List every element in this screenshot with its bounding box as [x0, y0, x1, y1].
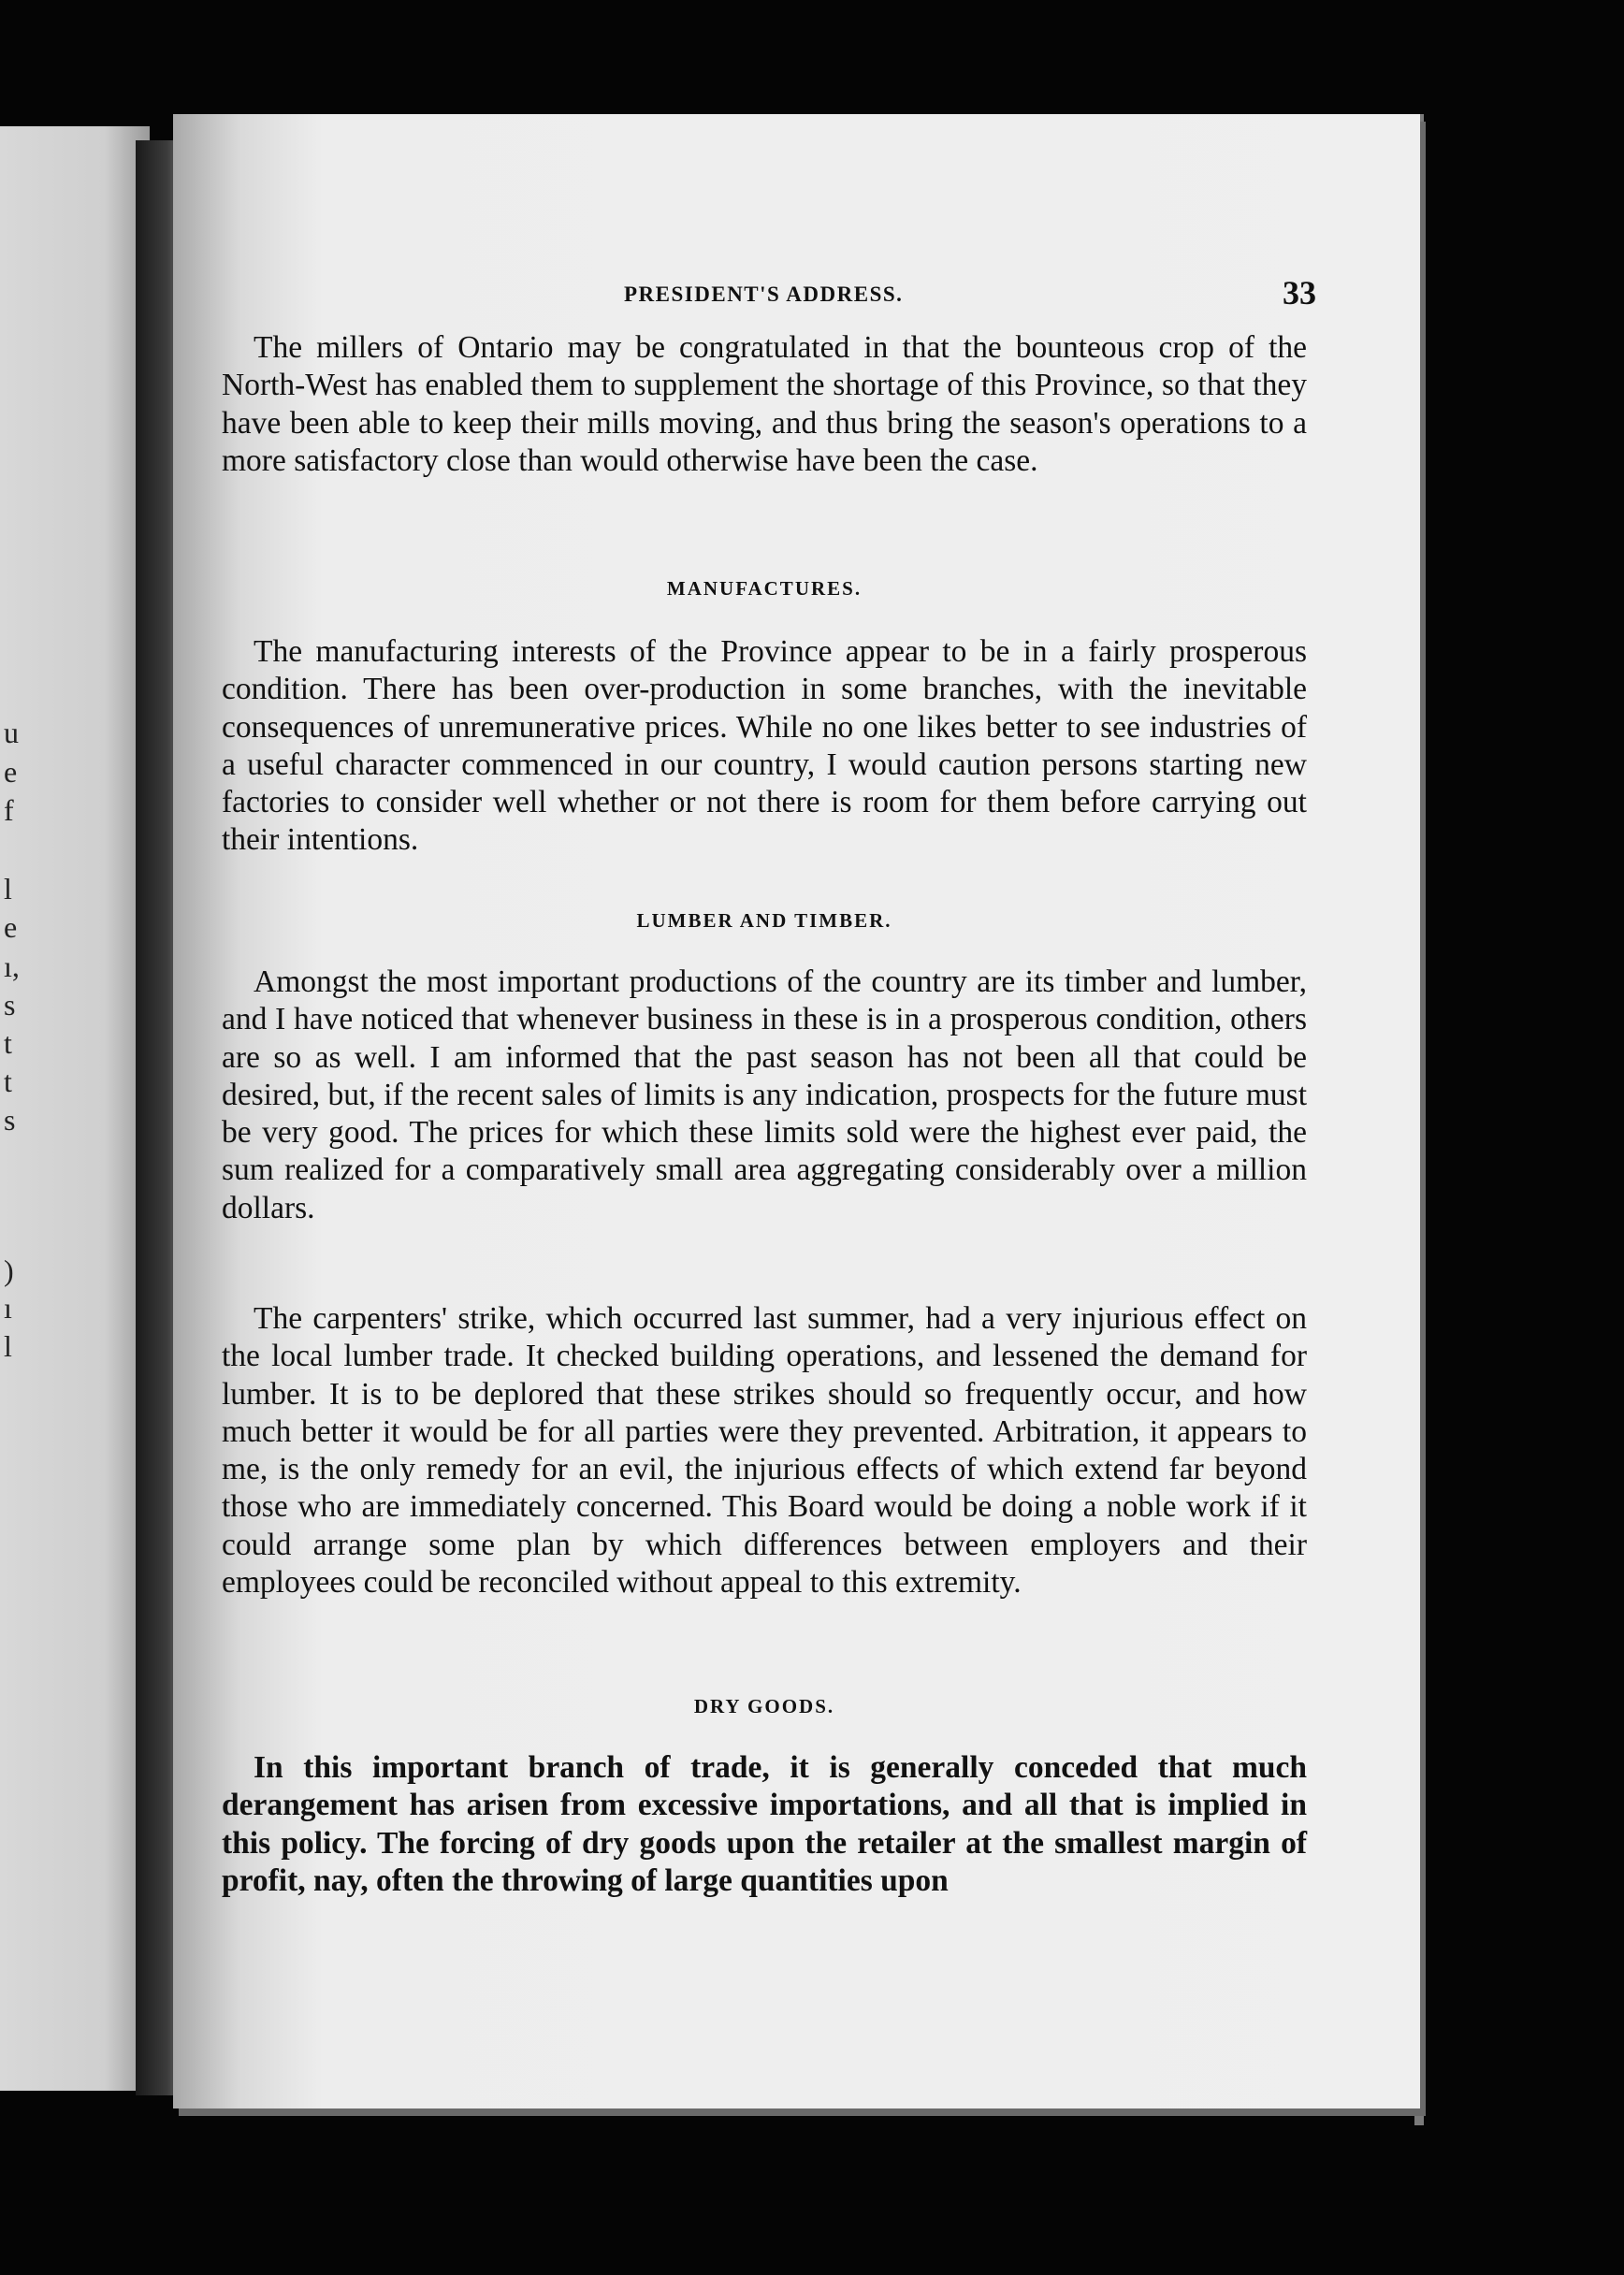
facing-page-edge [0, 126, 150, 2091]
dry-goods-paragraph: In this important branch of trade, it is generally conceded that much derangement has arisen from excessive importations, and all that is implied in this policy. The forcing of dry goods upon the retailer at the smallest margin of profit, nay, often the throwing of large quantities upon [222, 1750, 1307, 1898]
facing-page-fragment: t [4, 1026, 12, 1060]
intro-paragraph: The millers of Ontario may be congratulated in that the bounteous crop of the North-West has enabled them to supplement the shortage of this Province, so that they have been able to keep their mills moving, and thus bring the season's operations to a more satisfactory close than would otherwise have been the case. [222, 330, 1307, 478]
facing-page-fragment: s [4, 988, 16, 1022]
section-heading-dry-goods: DRY GOODS. [693, 1695, 835, 1717]
facing-page-fragment: f [4, 793, 14, 827]
running-head-title: PRESIDENT'S ADDRESS. [624, 283, 904, 306]
section-heading-manufactures: MANUFACTURES. [666, 577, 863, 600]
running-head [222, 274, 1316, 322]
facing-page-fragment: t [4, 1065, 12, 1098]
facing-page-fragment: e [4, 910, 18, 944]
facing-page-fragment: e [4, 755, 18, 789]
page-number: 33 [1283, 274, 1316, 312]
lumber-paragraph-1: Amongst the most important productions of the country are its timber and lumber, and I have noticed that whenever business in these is in a prosperous condition, others are so as well. I am informed that the past season has not been all that could be desired, but, if the recent sales of limits is any indication, prospects for the future must be very good. The prices for which these limits sold were the highest ever paid, the sum realized for a comparatively small area aggregating considerably over a million dollars. [222, 964, 1307, 1225]
facing-page-fragment: l [4, 872, 12, 906]
facing-page-fragment: u [4, 716, 19, 749]
facing-page-fragment: ) [4, 1253, 14, 1287]
facing-page-fragment: l [4, 1329, 12, 1363]
lumber-paragraph-2: The carpenters' strike, which occurred last summer, had a very injurious effect on the local lumber trade. It checked building operations, and lessened the demand for lumber. It is to be deplored that these strikes should so frequently occur, and how much better it would be for all parties were they prevented. Arbitration, it appears to me, is the only remedy for an evil, the injurious effects of which extend far beyond those who are immediately concerned. This Board would be doing a noble work if it could arrange some plan by which differences between employers and their employees could be reconciled without appeal to this extremity. [222, 1301, 1307, 1601]
facing-page-fragment: s [4, 1103, 16, 1137]
document-page [173, 114, 1420, 2108]
manufactures-paragraph: The manufacturing interests of the Province appear to be in a fairly prosperous condition. There has been over-production in some branches, with the inevitable consequences of unremunerative prices. While no one likes better to see industries of a useful character commenced in our country, I would caution persons starting new factories to consider well whether or not there is room for them before carrying out their intentions. [222, 634, 1307, 858]
section-heading-lumber: LUMBER AND TIMBER. [636, 909, 892, 932]
facing-page-fragment: ı [4, 1291, 12, 1325]
facing-page-fragment: ı, [4, 949, 20, 983]
